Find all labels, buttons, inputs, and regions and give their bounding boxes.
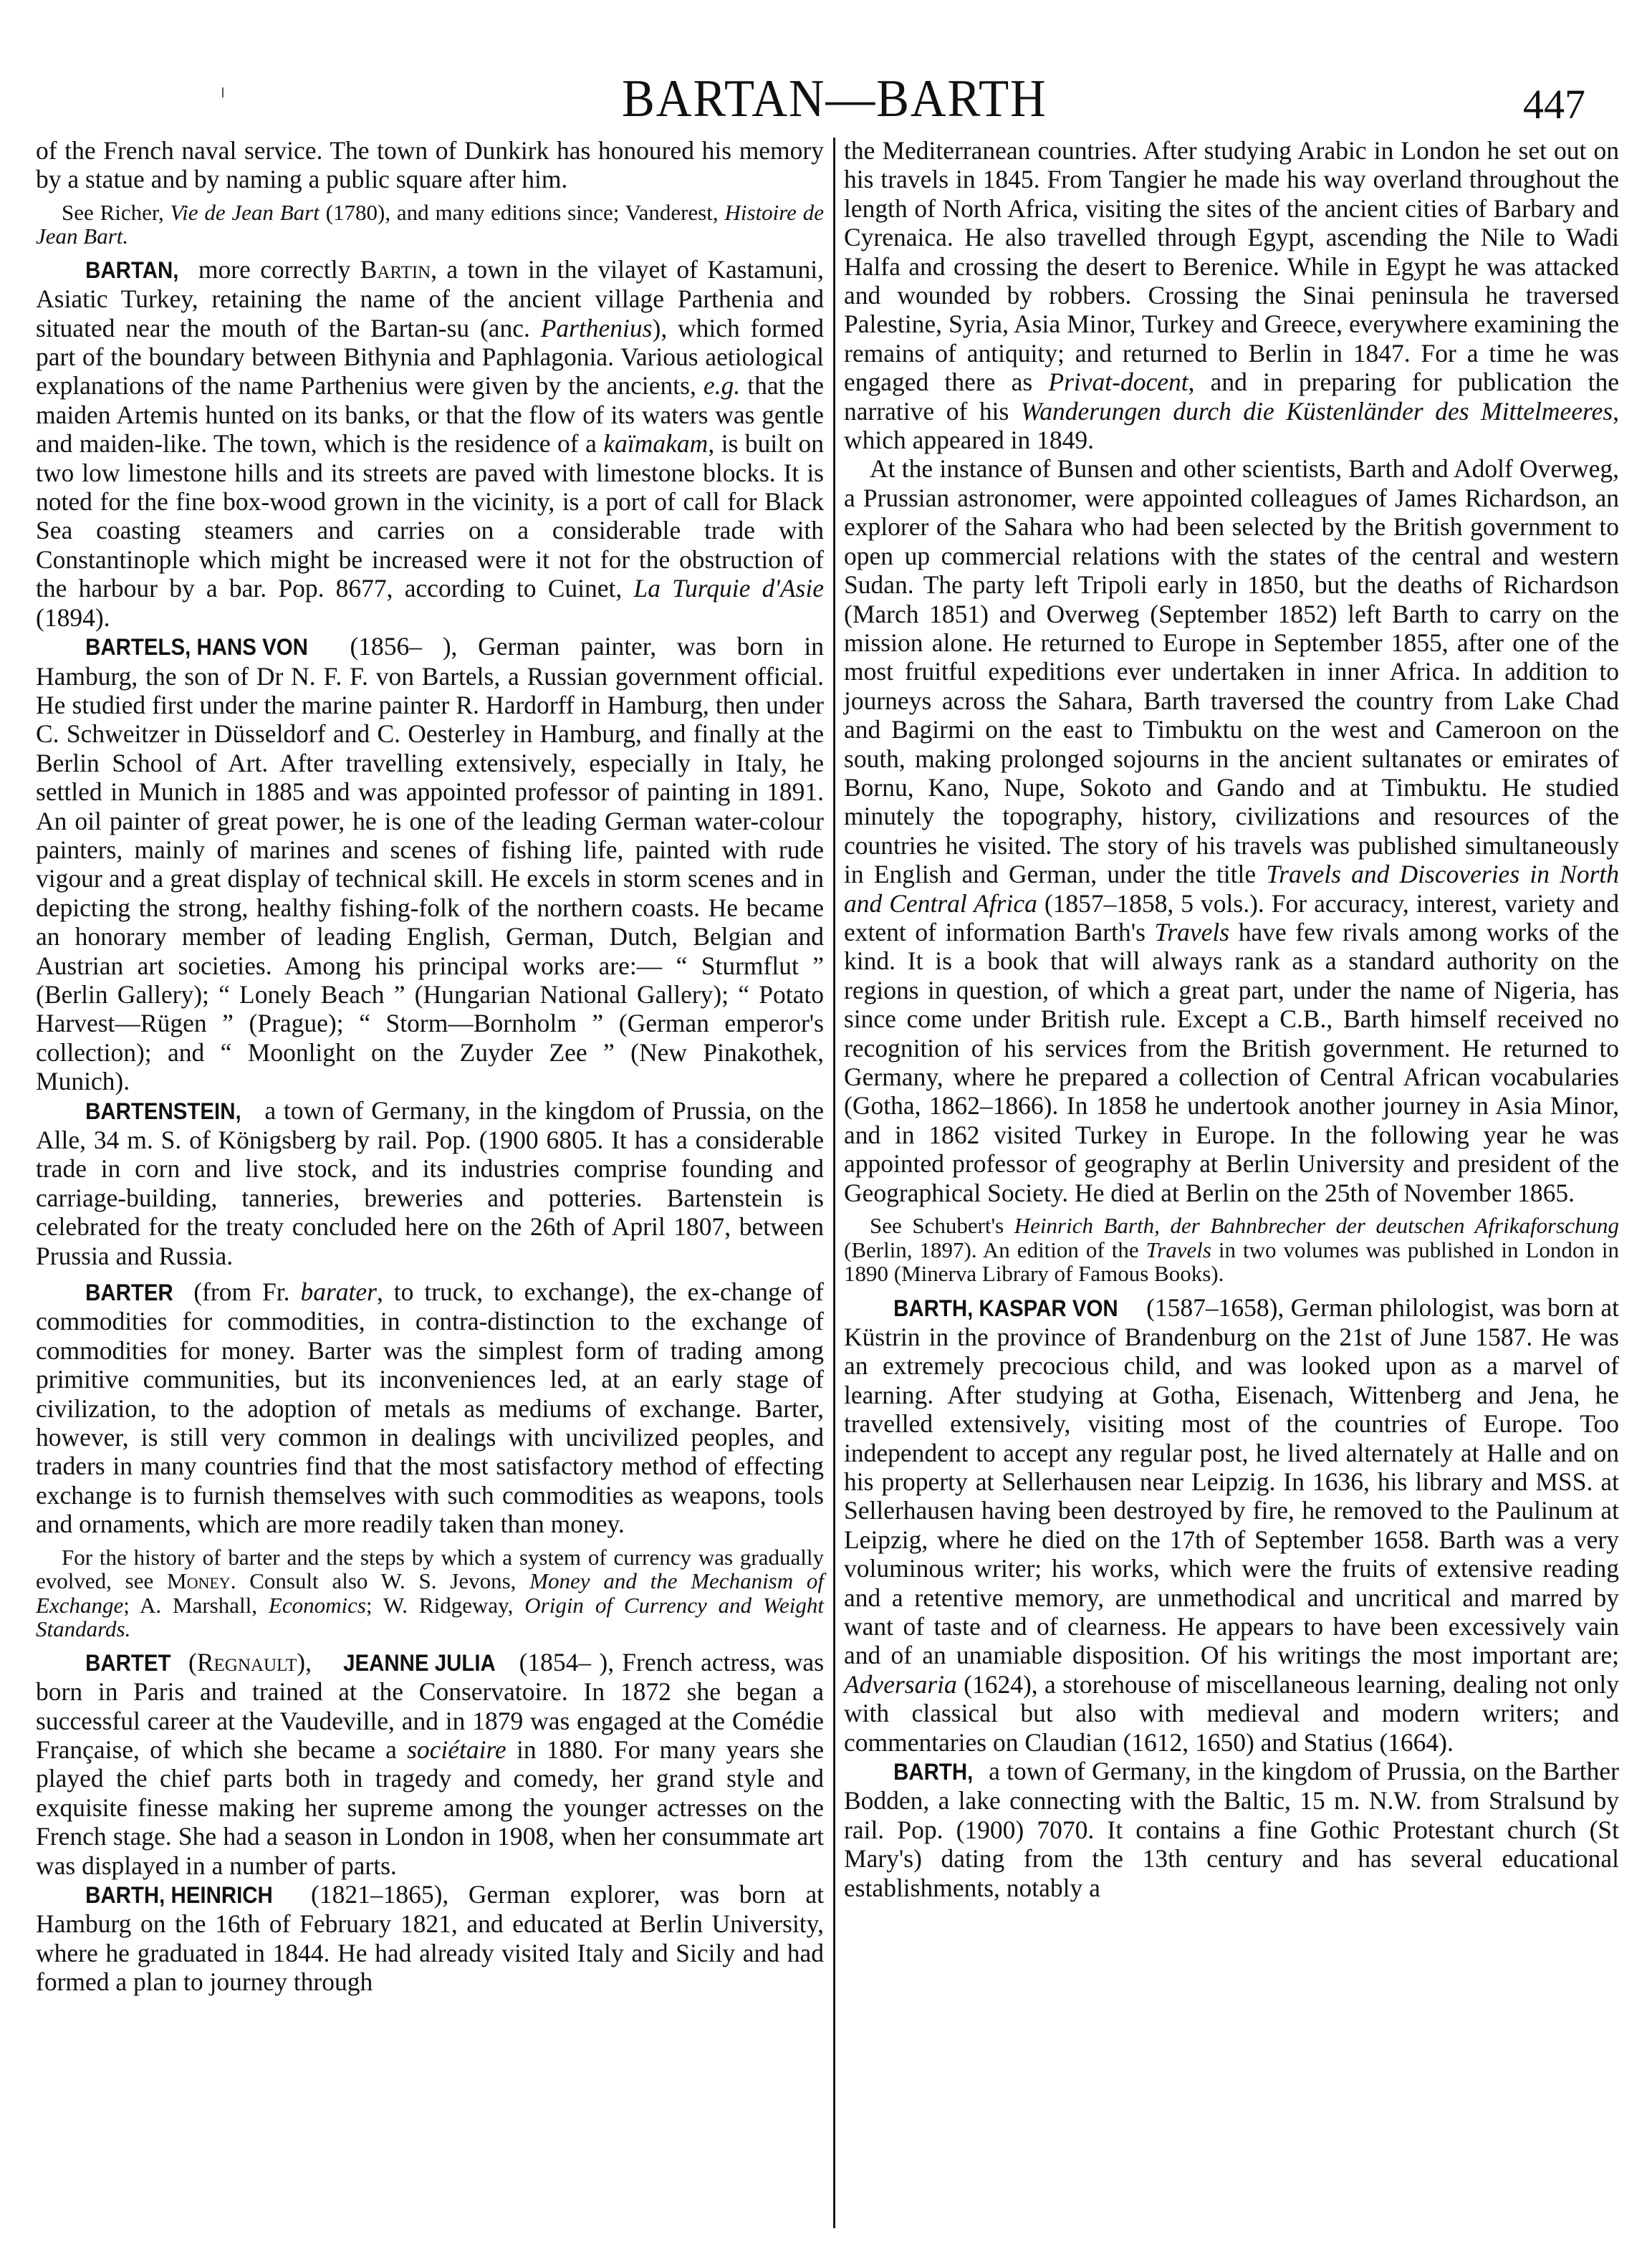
page-number: 447 — [1523, 81, 1585, 128]
headword: BARTH, KASPAR VON — [893, 1295, 1118, 1321]
entry-barter: BARTER (from Fr. barater, to truck, to exchange), the ex-change of commodities for commodities, in contra-distinction to the exchange of commodities for money. Barter was the simplest form of trading among primitive communities, but its inconveniences led, at an early stage of civilization, to the adoption of metals as mediums of exchange. Barter, however, is still very common in dealings with uncivilized peoples, and traders in many countries find that the most satisfactory method of effecting exchange is to furnish themselves with such commodities as weapons, tools and ornaments, which are more readily taken than money. — [36, 1277, 824, 1539]
headword: JEANNE JULIA — [343, 1649, 496, 1676]
headword: BARTELS, HANS VON — [85, 634, 308, 661]
bibliography-note-barter: For the history of barter and the steps by which a system of currency was gradually evolved, see Money. Consult also W. S. Jevons, Money and the Mechanism of Exchange; A. Marshall, Economics; W. Ridgeway, Origin of Currency and Weight Standards. — [36, 1544, 825, 1642]
italic-title: Histoire de Jean Bart. — [36, 199, 825, 249]
headword: BARTET — [85, 1649, 171, 1676]
stray-mark — [222, 87, 224, 97]
headword: BARTH, — [893, 1759, 974, 1785]
entry-bartels: BARTELS, HANS VON (1856– ), German painter, was born in Hamburg, the son of Dr N. F. F. von Bartels, a Russian government official. He studied first under the marine painter R. Hardorff in Hamburg, then under C. Schweitzer in Düsseldorf and C. Oesterley in Hamburg, and finally at the Berlin School of Art. After travelling extensively, especially in Italy, he settled in Munich in 1885 and was appointed professor of painting in 1891. An oil painter of great power, he is one of the leading German water-colour painters, mainly of marines and scenes of fishing life, painted with rude vigour and a great display of technical skill. He excels in storm scenes and in depicting the strong, healthy fishing-folk of the northern coasts. He became an honorary member of leading English, German, Dutch, Belgian and Austrian art societies. Among his principal works are:— “ Sturmflut ” (Berlin Gallery); “ Lonely Beach ” (Hungarian National Gallery); “ Potato Harvest—Rügen ” (Prague); “ Storm—Bornholm ” (German emperor's collection); and “ Moonlight on the Zuyder Zee ” (New Pinakothek, Munich). — [36, 632, 824, 1096]
headword: BARTH, HEINRICH — [85, 1881, 273, 1908]
bibliography-note-barth: See Schubert's Heinrich Barth, der Bahnbrecher der deutschen Afrikaforschung (Berlin, 1897). An edition of the Travels in two volumes was published in London in 1890 (Minerva Library of Famous Books). — [844, 1213, 1619, 1287]
continued-paragraph: the Mediterranean countries. After studying Arabic in London he set out on his travels in 1845. From Tangier he made his way overland throughout the length of North Africa, visiting the sites of the ancient cities of Barbary and Cyrenaica. He also travelled through Egypt, ascending the Nile to Wadi Halfa and crossing the desert to Berenice. While in Egypt he was attacked and wounded by robbers. Crossing the Sinai peninsula he traversed Palestine, Syria, Asia Minor, Turkey and Greece, everywhere examining the remains of antiquity; and returned to Berlin in 1847. For a time he was engaged there as Privat-docent, and in preparing for publication the narrative of his Wanderungen durch die Küstenländer des Mittelmeeres, which appeared in 1849. — [844, 136, 1620, 455]
entry-barth-town: BARTH, a town of Germany, in the kingdom of Prussia, on the Barther Bodden, a lake connecting with the Baltic, 15 m. N.W. from Stralsund by rail. Pop. (1900) 7070. It contains a fine Gothic Protestant church (St Mary's) dating from the 13th century and has several educational establishments, notably a — [844, 1757, 1619, 1902]
headword: BARTER — [85, 1280, 173, 1306]
entry-barth-kaspar: BARTH, KASPAR VON (1587–1658), German philologist, was born at Küstrin in the province of Brandenburg on the 21st of June 1587. He was an extremely precocious child, and was looked upon as a marvel of learning. After studying at Gotha, Eisenach, Wittenberg and Jena, he travelled extensively, visiting most of the countries of Europe. Too independent to accept any regular post, he lived alternately at Halle and on his property at Sellerhausen near Leipzig. In 1636, his library and MSS. at Sellerhausen having been destroyed by fire, he removed to the Paulinum at Leipzig, where he died on the 17th of September 1658. Barth was a very voluminous writer; his works, which were the fruits of extensive reading and a retentive memory, are unmethodical and uncritical and marred by want of taste and of clearness. He appears to have been excessively vain and of an unamiable disposition. Of his writings the most important are; Adversaria (1624), a storehouse of miscellaneous learning, dealing not only with classical but also with medieval and modern writers; and commentaries on Claudian (1612, 1650) and Statius (1664). — [844, 1292, 1619, 1757]
entry-barth-heinrich: BARTH, HEINRICH (1821–1865), German explorer, was born at Hamburg on the 16th of February 1821, and educated at Berlin University, where he graduated in 1844. He had already visited Italy and Sicily and had formed a plan to journey through — [36, 1879, 824, 1997]
page-title: BARTAN—BARTH — [622, 69, 1047, 128]
right-column — [844, 136, 1619, 1902]
entry-bartet: BARTET (Regnault), JEANNE JULIA (1854– ), French actress, was born in Paris and trained at the Conservatoire. In 1872 she began a successful career at the Vaudeville, and in 1879 was engaged at the Comédie Française, of which she became a sociétaire in 1880. For many years she played the chief parts both in tragedy and comedy, her grand style and exquisite finesse making her supreme among the younger actresses on the French stage. She had a season in London in 1908, when her consummate art was displayed in a number of parts. — [36, 1647, 825, 1880]
entry-bartan: BARTAN, more correctly Bartin, a town in the vilayet of Kastamuni, Asiatic Turkey, retaining the name of the ancient village Parthenia and situated near the mouth of the Bartan-su (anc. Parthenius), which formed part of the boundary between Bithynia and Paphlagonia. Various aetiological explanations of the name Parthenius were given by the ancients, e.g. that the maiden Artemis hunted on its banks, or that the flow of its waters was gentle and maiden-like. The town, which is the residence of a kaïmakam, is built on two low limestone hills and its streets are paved with limestone blocks. It is noted for the fine box-wood grown in the vicinity, is a port of call for Black Sea coasting steamers and carries on a considerable trade with Constantinople which might be increased were it not for the obstruction of the harbour by a bar. Pop. 8677, according to Cuinet, La Turquie d'Asie (1894). — [36, 254, 825, 632]
left-column — [36, 136, 824, 1997]
running-head — [0, 63, 1652, 135]
continued-paragraph: of the French naval service. The town of Dunkirk has honoured his memory by a statue and by naming a public square after him. — [36, 136, 824, 194]
headword: BARTENSTEIN, — [85, 1098, 241, 1124]
headword: BARTAN, — [85, 256, 179, 283]
entry-bartenstein: BARTENSTEIN, a town of Germany, in the kingdom of Prussia, on the Alle, 34 m. S. of Königsberg by rail. Pop. (1900 6805. It has a considerable trade in corn and live stock, and its industries comprise founding and carriage-building, tanneries, breweries and potteries. Bartenstein is celebrated for the treaty concluded here on the 26th of April 1807, between Prussia and Russia. — [36, 1095, 824, 1270]
bibliography-note-bart: See Richer, Vie de Jean Bart (1780), and many editions since; Vanderest, Histoire de Jean Bart. — [36, 199, 825, 249]
column-divider — [833, 138, 835, 2228]
italic-title: Vie de Jean Bart — [170, 199, 320, 225]
paragraph-barth-expedition: At the instance of Bunsen and other scientists, Barth and Adolf Overweg, a Prussian astronomer, were appointed colleagues of James Richardson, an explorer of the Sahara who had been selected by the British government to open up commercial relations with the states of the central and western Sudan. The party left Tripoli early in 1850, but the deaths of Richardson (March 1851) and Overweg (September 1852) left Barth to carry on the mission alone. He returned to Europe in September 1855, after one of the most fruitful expeditions ever undertaken in inner Africa. In addition to journeys across the Sahara, Barth traversed the country from Lake Chad and Bagirmi on the east to Timbuktu on the west and Cameroon on the south, making prolonged sojourns in the ancient sultanates or emirates of Bornu, Kano, Nupe, Sokoto and Gando and at Timbuktu. He studied minutely the topography, history, civilizations and resources of the countries he visited. The story of his travels was published simultaneously in English and German, under the title Travels and Discoveries in North and Central Africa (1857–1858, 5 vols.). For accuracy, interest, variety and extent of information Barth's Travels have few rivals among works of the kind. It is a book that will always rank as a standard authority on the regions in question, of which a great part, under the name of Nigeria, has since come under British rule. Except a C.B., Barth himself received no recognition of his services from the British government. He returned to Germany, where he prepared a collection of Central African vocabularies (Gotha, 1862–1866). In 1858 he undertook another journey in Asia Minor, and in 1862 visited Turkey in Europe. In the following year he was appointed professor of geography at Berlin University and president of the Geographical Society. He died at Berlin on the 25th of November 1865. — [844, 454, 1619, 1207]
